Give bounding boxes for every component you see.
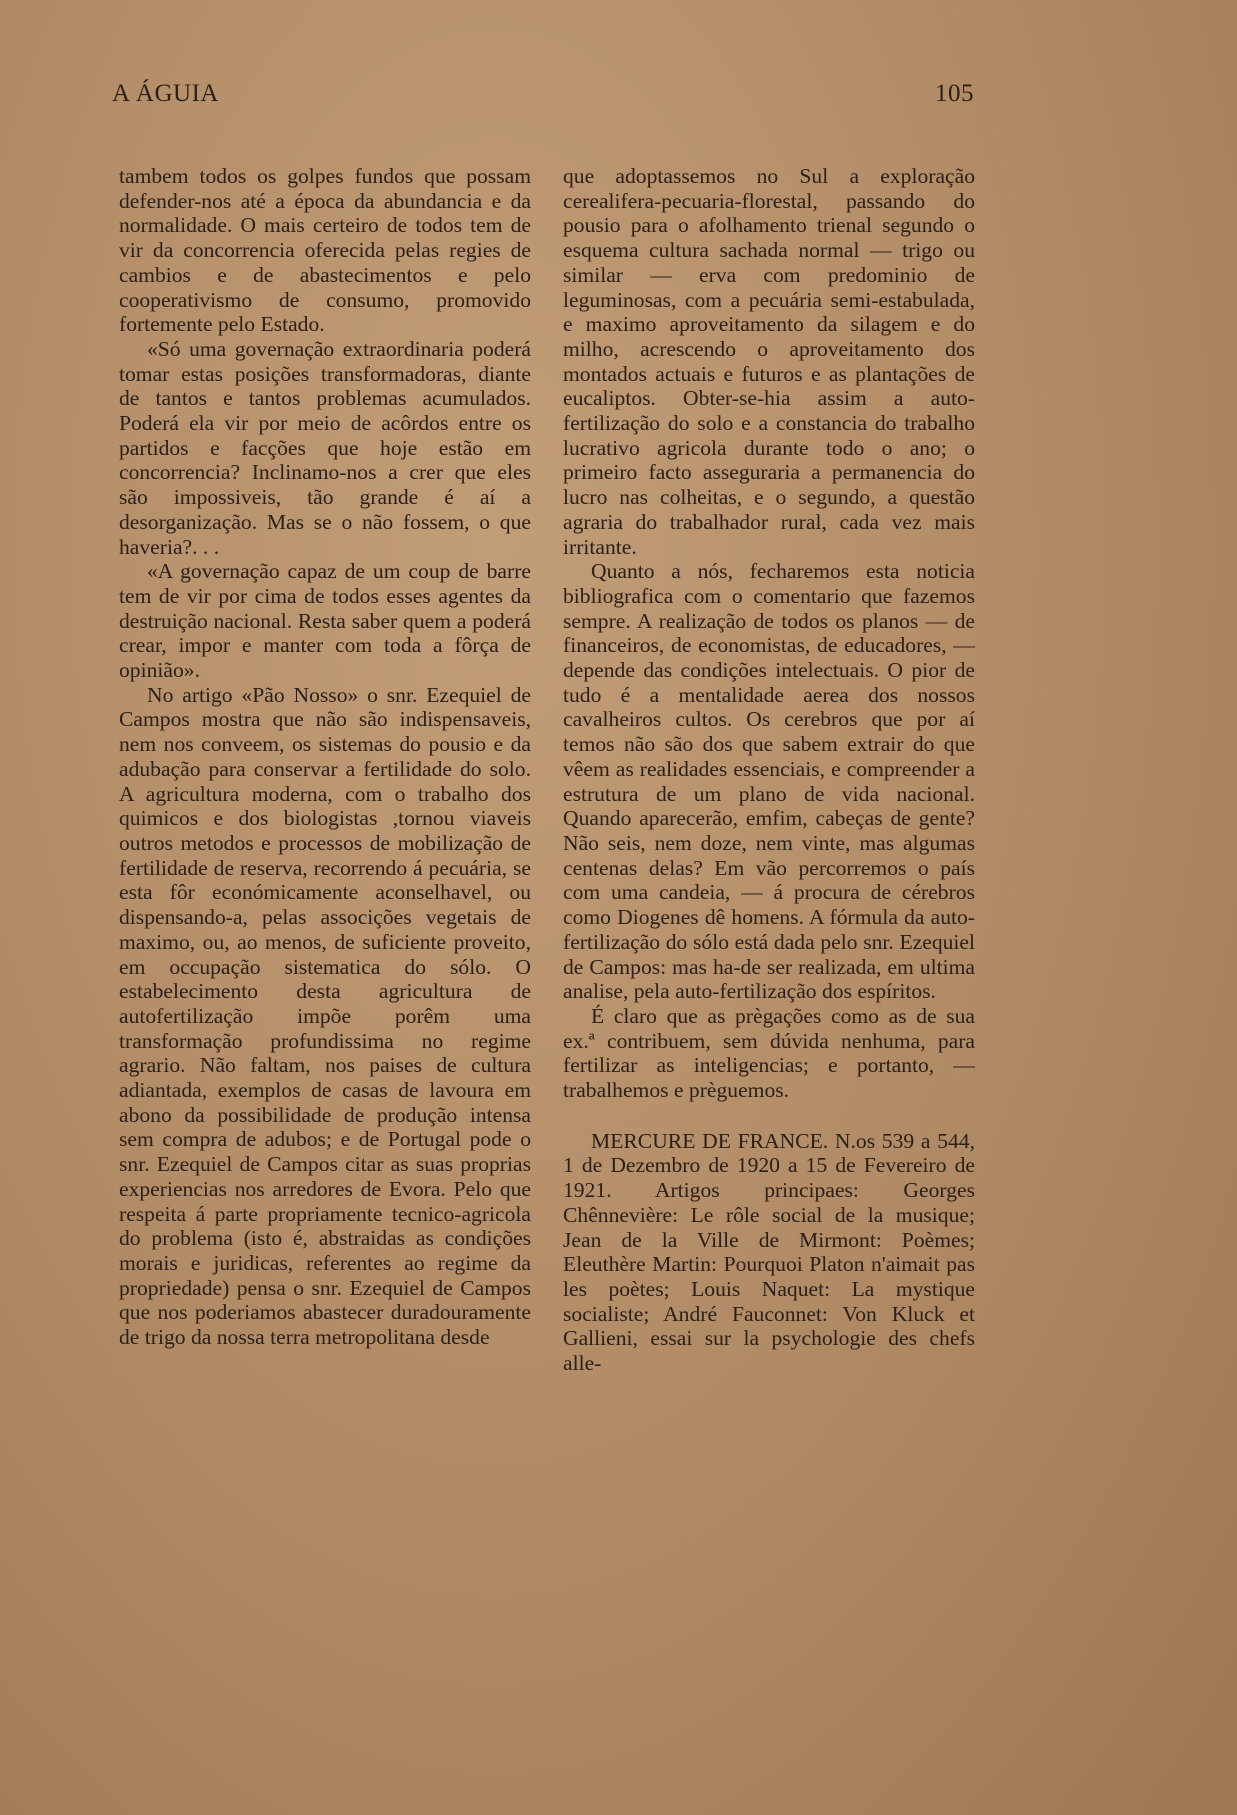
journal-title: A ÁGUIA	[112, 80, 219, 107]
review-entry-mercure-de-france: MERCURE DE FRANCE. N.os 539 a 544, 1 de Dezembro de 1920 a 15 de Fevereiro de 1921. Artigos principaes: Georges Chênnevière: Le rôle social de la musique; Jean de la Ville de Mirmont: Poèmes; Eleuthère Martin: Pourquoi Platon n'aimait pas les poètes; Louis Naquet: La mystique socialiste; André Fauconnet: Von Kluck et Gallieni, essai sur la psychologie des chefs alle-	[563, 1128, 975, 1376]
left-column	[119, 164, 531, 1350]
paragraph: tambem todos os golpes fundos que possam defender-nos até a época da abundancia e da normalidade. O mais certeiro de todos tem de vir da concorrencia oferecida pelas regies de cambios e de abastecimentos e pelo cooperativismo de consumo, promovido fortemente pelo Estado.	[119, 164, 531, 337]
paragraph: No artigo «Pão Nosso» o snr. Ezequiel de Campos mostra que não são indispensaveis, nem nos conveem, os sistemas do pousio e da adubação para conservar a fertilidade do solo. A agricultura moderna, com o trabalho dos quimicos e dos biologistas ,tornou viaveis outros metodos e processos de mobilização de fertilidade de reserva, recorrendo á pecuária, se esta fôr económicamente aconselhavel, ou dispensando-a, pelas associções vegetais de maximo, ou, ao menos, de suficiente proveito, em occupação sistematica do sólo. O estabelecimento desta agricultura de autofertilização impõe porêm uma transformação profundissima no regime agrario. Não faltam, nos paises de cultura adiantada, exemplos de casas de lavoura em abono da possibilidade de produção intensa sem compra de adubos; e de Portugal pode o snr. Ezequiel de Campos citar as suas proprias experiencias nos arredores de Evora. Pelo que respeita á parte propriamente tecnico-agricola do problema (isto é, abstraidas as condições morais e juridicas, referentes ao regime da propriedade) pensa o snr. Ezequiel de Campos que nos poderiamos abastecer duradouramente de trigo da nossa terra metropolitana desde	[119, 682, 531, 1350]
paragraph: É claro que as prègações como as de sua ex.ª contribuem, sem dúvida nenhuma, para fertilizar as inteligencias; e portanto, — trabalhemos e prèguemos.	[563, 1003, 975, 1103]
paragraph: Quanto a nós, fecharemos esta noticia bibliografica com o comentario que fazemos sempre. A realização de todos os planos — de financeiros, de economistas, de educadores, — depende das condições intelectuais. O pior de tudo é a mentalidade aerea dos nossos cavalheiros cultos. Os cerebros que por aí temos não são dos que sabem extrair do que vêem as realidades essenciais, e compreender a estrutura de um plano de vida nacional. Quando aparecerão, emfim, cabeças de gente? Não seis, nem doze, nem vinte, mas algumas centenas delas? Em vão percorremos o país com uma candeia, — á procura de cérebros como Diogenes dê homens. A fórmula da auto-fertilização do sólo está dada pelo snr. Ezequiel de Campos: mas ha-de ser realizada, em ultima analise, pela auto-fertilização dos espíritos.	[563, 559, 975, 1004]
paragraph: que adoptassemos no Sul a exploração cerealifera-pecuaria-florestal, passando do pousio para o afolhamento trienal segundo o esquema cultura sachada normal — trigo ou similar — erva com predominio de leguminosas, com a pecuária semi-estabulada, e maximo aproveitamento da silagem e do milho, acrescendo o aproveitamento dos montados actuais e futuros e as plantações de eucaliptos. Obter-se-hia assim a auto-fertilização do solo e a constancia do trabalho lucrativo agricola durante todo o ano; o primeiro facto asseguraria a permanencia do lucro nas colheitas, e o segundo, a questão agraria do trabalhador rural, cada vez mais irritante.	[563, 164, 975, 559]
running-header	[112, 80, 974, 116]
page-number: 105	[935, 80, 974, 107]
paragraph: «Só uma governação extraordinaria poderá tomar estas posições transformadoras, diante de tantos e tantos problemas acumulados. Poderá ela vir por meio de acôrdos entre os partidos e facções que hoje estão em concorrencia? Inclinamo-nos a crer que eles são impossiveis, tão grande é aí a desorganização. Mas se o não fossem, o que haveria?. . .	[119, 336, 531, 559]
paragraph: «A governação capaz de um coup de barre tem de vir por cima de todos esses agentes da destruição nacional. Resta saber quem a poderá crear, impor e manter com toda a fôrça de opinião».	[119, 559, 531, 683]
right-column	[563, 164, 975, 1376]
